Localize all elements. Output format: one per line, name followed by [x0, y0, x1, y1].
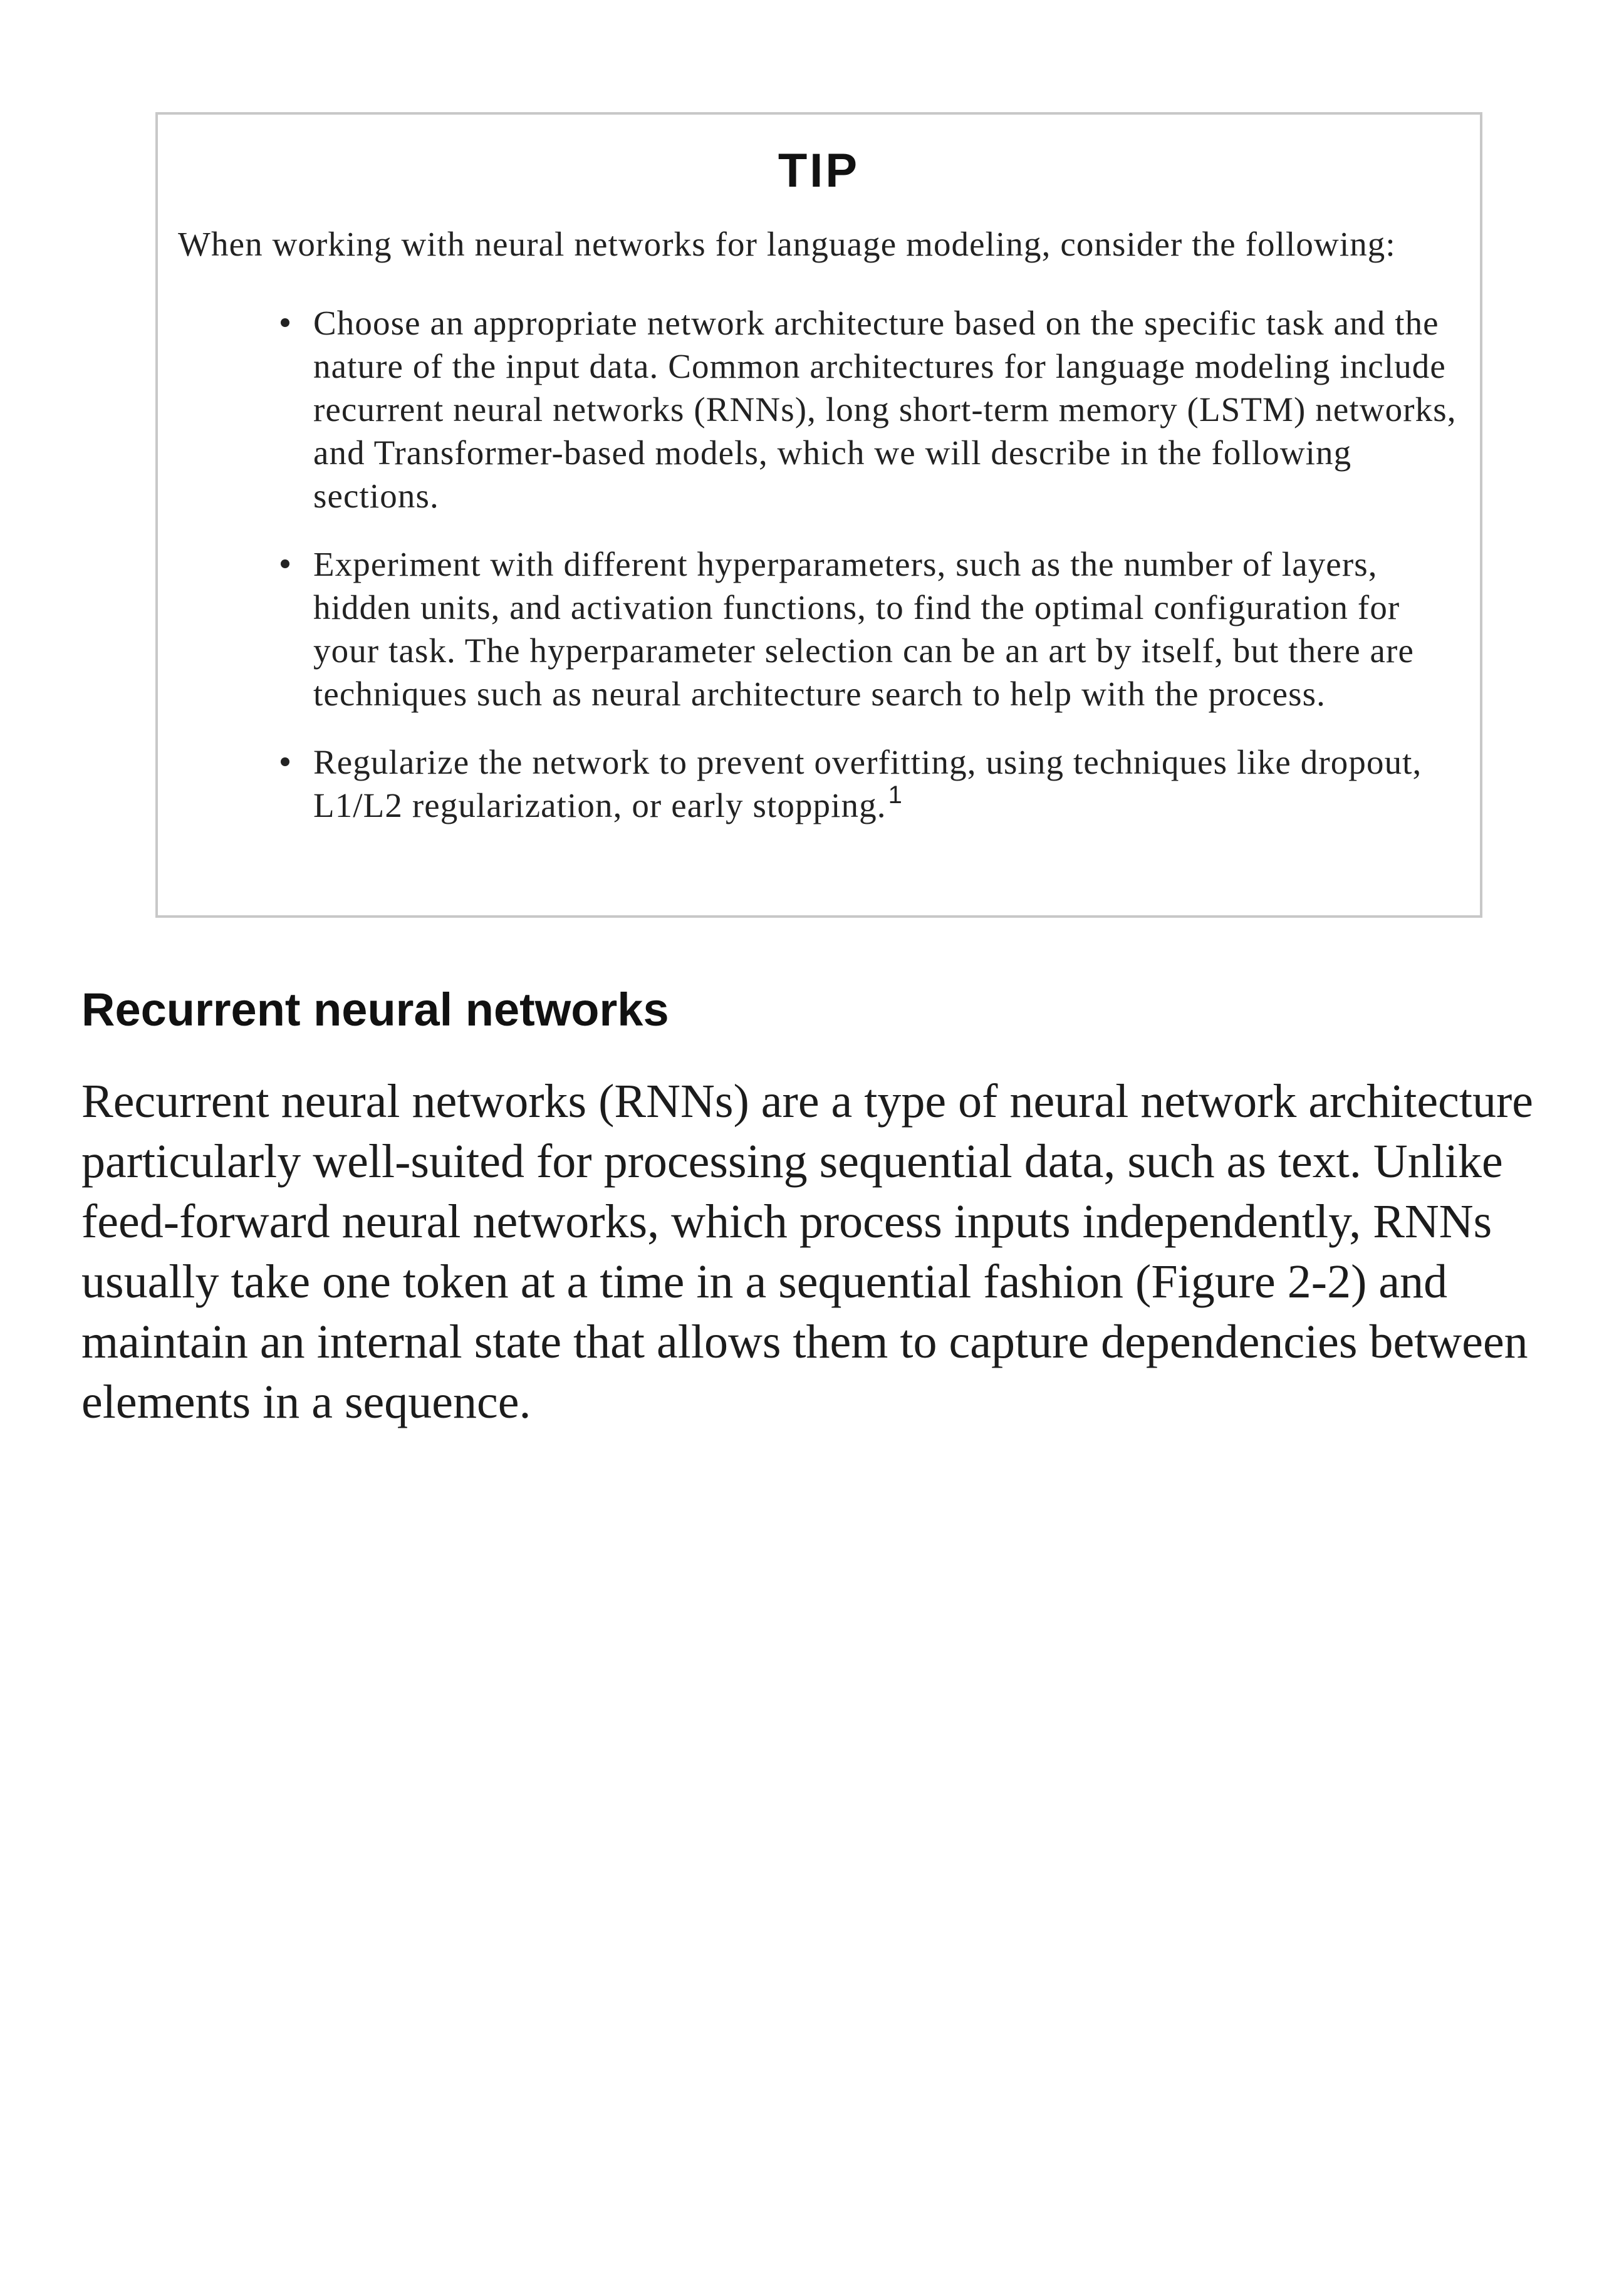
list-item: [313, 301, 1466, 517]
footnote-link[interactable]: 1: [888, 781, 903, 809]
list-item-text: Regularize the network to prevent overfitting, using techniques like dropout, L1/L2 regularization, or early stopping.: [313, 743, 1422, 824]
body-paragraph: Recurrent neural networks (RNNs) are a type of neural network architecture particularly well-suited for processing sequential data, such as text. Unlike feed-forward neural networks, which process inputs independently, RNNs usually take one token at a time in a sequential fashion (Figure 2-2) and maintain an internal state that allows them to capture dependencies between elements in a sequence.: [81, 1075, 1533, 1428]
tip-box: [155, 112, 1482, 918]
list-item-text: Experiment with different hyperparameters, such as the number of layers, hidden units, and activation functions, to find the optimal configuration for your task. The hyperparameter selection can be an art by itself, but there are techniques such as neural architecture search to help with the process.: [313, 545, 1414, 713]
list-item-text: Choose an appropriate network architecture based on the specific task and the nature of the input data. Common architectures for language modeling include recurrent neural networks (RNNs), long short-term memory (LSTM) networks, and Transformer-based models, which we will describe in the following sections.: [313, 304, 1457, 515]
tip-intro: When working with neural networks for language modeling, consider the following:: [178, 225, 1396, 263]
bullet-icon: [281, 757, 289, 766]
tip-title: TIP: [778, 144, 860, 197]
bullet-icon: [281, 318, 289, 327]
section-heading: Recurrent neural networks: [81, 984, 669, 1036]
list-item: [313, 740, 1466, 831]
tip-list: [313, 301, 1466, 856]
bullet-icon: [281, 559, 289, 568]
list-item: [313, 543, 1466, 715]
